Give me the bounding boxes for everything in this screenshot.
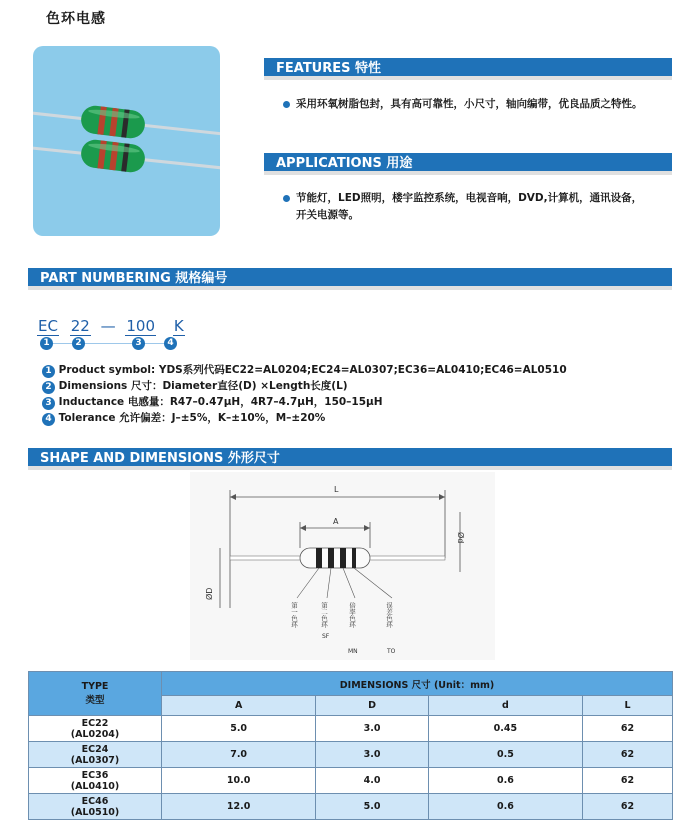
table-row — [29, 742, 673, 768]
applications-bullet — [283, 190, 683, 224]
code-symbol: EC — [38, 317, 58, 335]
list-marker-2: 2 — [42, 381, 55, 394]
row-type-code: EC46 — [81, 795, 109, 807]
table-row — [29, 794, 673, 820]
cell: 3.0 — [316, 742, 429, 768]
row-type-alt: (AL0410) — [70, 780, 120, 792]
applications-heading — [264, 153, 672, 175]
band-sub-4: TO — [387, 648, 396, 655]
part-numbering-heading-cn: 规格编号 — [175, 271, 228, 286]
type-label-cn: 类型 — [85, 695, 105, 706]
table-header-dims: DIMENSIONS 尺寸 (Unit：mm) — [162, 672, 673, 696]
pn-line-1-text: Product symbol: YDS系列代码EC22=AL0204;EC24=AL0307;EC36=AL0410;EC46=AL0510 — [58, 364, 567, 376]
cell: 62 — [583, 794, 673, 820]
bullet-icon — [283, 195, 290, 202]
list-marker-3: 3 — [42, 397, 55, 410]
marker-3: 3 — [132, 337, 145, 350]
cell: 62 — [583, 768, 673, 794]
cell: 62 — [583, 716, 673, 742]
cell: 0.45 — [428, 716, 582, 742]
row-type — [29, 768, 162, 794]
row-type-code: EC24 — [81, 743, 109, 755]
code-dimension: 22 — [70, 317, 90, 335]
code-dash: — — [100, 317, 116, 335]
cell: 7.0 — [162, 742, 316, 768]
band-sub-2: SF — [322, 633, 330, 640]
part-code — [37, 317, 185, 335]
inductor-illustration — [33, 46, 220, 236]
list-marker-4: 4 — [42, 413, 55, 426]
cell: 4.0 — [316, 768, 429, 794]
row-type — [29, 742, 162, 768]
cell: 5.0 — [162, 716, 316, 742]
shape-heading-cn: 外形尺寸 — [227, 451, 280, 466]
code-tolerance: K — [173, 317, 184, 335]
label-L: L — [334, 485, 339, 494]
col-header: D — [316, 696, 429, 716]
label-D: ØD — [205, 587, 214, 600]
band-sub-3: MN — [348, 648, 358, 655]
applications-bullet-text: 节能灯，LED照明，楼宇监控系统，电视音响，DVD,计算机，通讯设备， — [296, 192, 643, 204]
cell: 0.6 — [428, 794, 582, 820]
part-numbering-heading — [28, 268, 672, 290]
part-numbering-list — [42, 362, 682, 426]
table-header-type — [29, 672, 162, 716]
applications-bullet-text-cont: 开关电源等。 — [296, 209, 359, 221]
applications-heading-en: APPLICATIONS — [276, 156, 382, 171]
shape-heading-en: SHAPE AND DIMENSIONS — [40, 451, 224, 466]
features-heading — [264, 58, 672, 80]
dimensions-table — [28, 671, 673, 820]
band-label-4: 误差色环 — [385, 602, 393, 628]
col-header: L — [583, 696, 673, 716]
pn-line-1 — [42, 362, 682, 378]
pn-line-3-text: Inductance 电感量：R47–0.47μH，4R7–4.7μH，150–15μH — [58, 396, 383, 408]
features-bullet-text: 采用环氧树脂包封，具有高可靠性，小尺寸，轴向编带，优良品质之特性。 — [296, 98, 643, 110]
cell: 0.5 — [428, 742, 582, 768]
band-label-2: 第二色环 — [320, 602, 328, 628]
marker-2: 2 — [72, 337, 85, 350]
type-label: TYPE — [81, 681, 109, 692]
row-type — [29, 716, 162, 742]
dimension-drawing — [190, 472, 495, 660]
applications-heading-cn: 用途 — [386, 156, 413, 171]
cell: 5.0 — [316, 794, 429, 820]
product-photo — [33, 46, 220, 236]
band-label-1: 第一色环 — [290, 602, 298, 628]
cell: 12.0 — [162, 794, 316, 820]
bullet-icon — [283, 101, 290, 108]
cell: 3.0 — [316, 716, 429, 742]
band-label-3: 倍率色环 — [348, 602, 356, 628]
pn-line-4-text: Tolerance 允许偏差：J–±5%，K–±10%，M–±20% — [58, 412, 326, 424]
cell: 0.6 — [428, 768, 582, 794]
list-marker-1: 1 — [42, 365, 55, 378]
pn-line-2 — [42, 378, 682, 394]
label-A: A — [333, 517, 339, 526]
part-numbering-heading-en: PART NUMBERING — [40, 271, 171, 286]
row-type-code: EC22 — [81, 717, 109, 729]
row-type-code: EC36 — [81, 769, 109, 781]
marker-1: 1 — [40, 337, 53, 350]
pn-line-4 — [42, 410, 682, 426]
table-row — [29, 716, 673, 742]
table-row — [29, 768, 673, 794]
pn-line-2-text: Dimensions 尺寸：Diameter直径(D) ×Length长度(L) — [58, 380, 348, 392]
code-inductance: 100 — [126, 317, 156, 335]
features-heading-en: FEATURES — [276, 61, 351, 76]
features-bullet — [283, 96, 678, 113]
page-title: 色环电感 — [46, 11, 106, 27]
marker-4: 4 — [164, 337, 177, 350]
pn-line-3 — [42, 394, 682, 410]
features-heading-cn: 特性 — [355, 61, 382, 76]
code-markers — [36, 337, 186, 351]
col-header: d — [428, 696, 582, 716]
label-d: Ød — [456, 532, 465, 544]
cell: 62 — [583, 742, 673, 768]
shape-heading — [28, 448, 672, 470]
cell: 10.0 — [162, 768, 316, 794]
row-type — [29, 794, 162, 820]
row-type-alt: (AL0204) — [70, 728, 120, 740]
col-header: A — [162, 696, 316, 716]
row-type-alt: (AL0510) — [70, 806, 120, 818]
row-type-alt: (AL0307) — [70, 754, 120, 766]
